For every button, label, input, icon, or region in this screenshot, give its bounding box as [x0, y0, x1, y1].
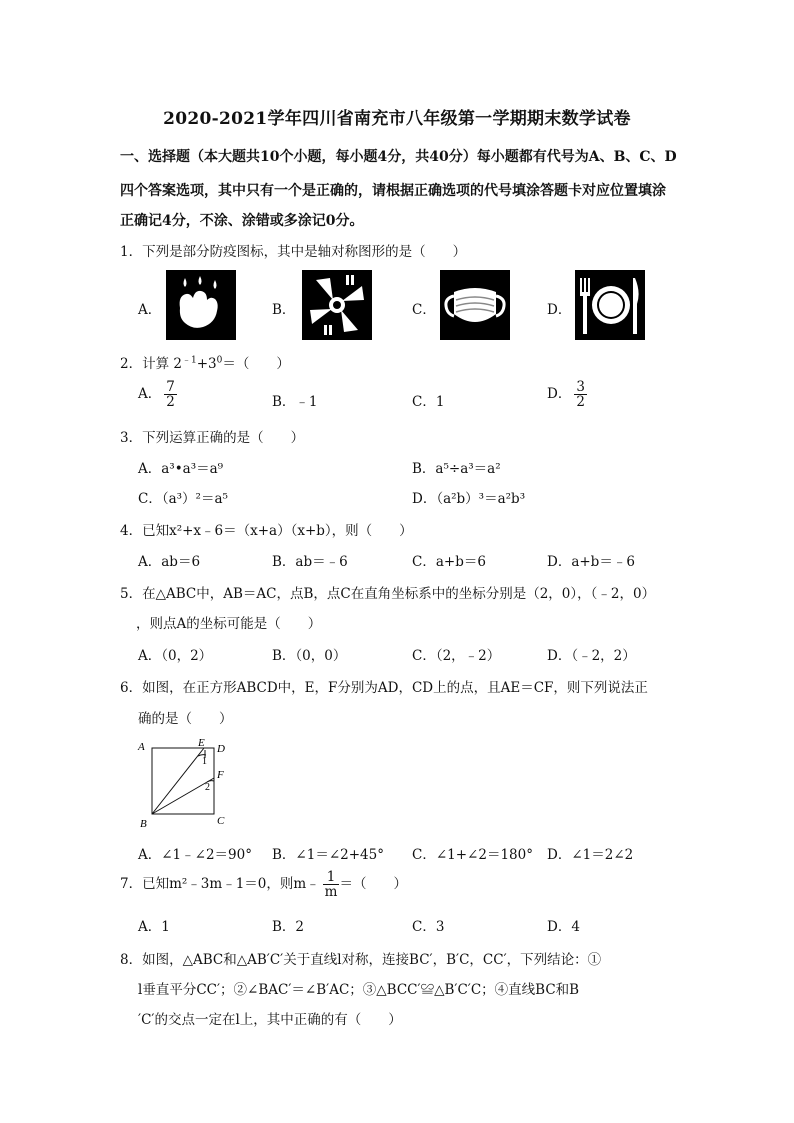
q1-option-b-label: B． — [272, 302, 296, 318]
q6-option-a: A．∠1﹣∠2＝90° — [138, 847, 252, 863]
question-7-stem: 7．已知m²﹣3m﹣1＝0，则m﹣ $\frac{1}{m}$ ＝（ ） — [120, 869, 407, 900]
section-instructions-line1: 一、选择题（本大题共10个小题，每小题4分，共40分）每小题都有代号为A、B、C、D — [120, 149, 677, 165]
q2-option-b: B．﹣1 — [272, 394, 318, 410]
section-instructions-line3: 正确记4分，不涂、涂错或多涂记0分。 — [120, 213, 364, 229]
hand-wash-icon — [166, 270, 236, 340]
q3-option-d: D．（a²b）³＝a²b³ — [412, 491, 526, 507]
q6-option-c: C．∠1+∠2＝180° — [412, 847, 533, 863]
q4-option-d: D．a+b＝﹣6 — [547, 554, 635, 570]
fig-label-a: A — [138, 741, 145, 753]
question-5-line1: 5．在△ABC中，AB＝AC，点B，点C在直角坐标系中的坐标分别是（2，0），（﹣2，0） — [120, 586, 656, 602]
q3-option-a: A．a³•a³＝a⁹ — [138, 461, 224, 477]
question-8-line1: 8．如图，△ABC和△AB′C′关于直线l对称，连接BC′，B′C，CC′，下列结论：① — [120, 952, 602, 968]
q5-option-a: A．（0，2） — [138, 648, 213, 664]
question-1-stem: 1．下列是部分防疫图标，其中是轴对称图形的是（ ） — [120, 244, 467, 260]
q3-option-b: B．a⁵÷a³＝a² — [412, 461, 501, 477]
fig-label-c: C — [217, 815, 225, 827]
q7-option-a: A．1 — [138, 919, 170, 935]
question-8-line2: l垂直平分CC′；②∠BAC′＝∠B′AC；③△BCC′≌△B′C′C；④直线BC和B — [138, 982, 580, 998]
question-6-line1: 6．如图，在正方形ABCD中，E，F分别为AD，CD上的点，且AE＝CF，则下列说法正 — [120, 680, 648, 696]
q1-option-d-label: D． — [547, 302, 572, 318]
q5-option-c: C．（2，﹣2） — [412, 648, 501, 664]
q7-option-d: D．4 — [547, 919, 580, 935]
face-mask-icon — [440, 270, 510, 340]
question-4-stem: 4．已知x²+x﹣6＝（x+a）（x+b），则（ ） — [120, 523, 413, 539]
q4-option-a: A．ab＝6 — [138, 554, 201, 570]
fig-label-b: B — [140, 818, 147, 830]
q7-option-c: C．3 — [412, 919, 445, 935]
dining-plate-icon — [575, 270, 645, 340]
page-title: 2020-2021学年四川省南充市八年级第一学期期末数学试卷 — [163, 109, 631, 129]
question-5-line2: ，则点A的坐标可能是（ ） — [136, 616, 322, 632]
fig-angle-2: 2 — [205, 782, 210, 793]
question-2-stem: 2．计算 $2^{﹣1}+3^0=$（ ） — [120, 355, 290, 372]
q1-option-a-label: A． — [138, 302, 162, 318]
q5-option-d: D．（﹣2，2） — [547, 648, 636, 664]
ventilation-fan-icon — [302, 270, 372, 340]
q1-option-c-label: C． — [412, 302, 436, 318]
q3-option-c: C．（a³）²＝a⁵ — [138, 491, 228, 507]
q6-option-d: D．∠1＝2∠2 — [547, 847, 634, 863]
q2-option-a: A． $\frac{7}{2}$ — [138, 379, 175, 410]
q2-option-c: C．1 — [412, 394, 445, 410]
square-abcd-figure — [136, 736, 246, 830]
q4-option-b: B．ab＝﹣6 — [272, 554, 348, 570]
q5-option-b: B．（0，0） — [272, 648, 347, 664]
fig-label-e: E — [198, 737, 205, 749]
fig-label-d: D — [217, 743, 225, 755]
fig-label-f: F — [217, 769, 224, 781]
question-3-stem: 3．下列运算正确的是（ ） — [120, 430, 305, 446]
question-8-line3: ′C′的交点一定在l上，其中正确的有（ ） — [138, 1012, 402, 1028]
q7-option-b: B．2 — [272, 919, 305, 935]
fig-angle-1: 1 — [202, 756, 207, 767]
question-6-line2: 确的是（ ） — [138, 711, 233, 727]
section-instructions-line2: 四个答案选项，其中只有一个是正确的，请根据正确选项的代号填涂答题卡对应位置填涂 — [120, 183, 666, 199]
q4-option-c: C．a+b＝6 — [412, 554, 486, 570]
q2-option-d: D． $\frac{3}{2}$ — [547, 379, 585, 410]
q6-option-b: B．∠1＝∠2+45° — [272, 847, 384, 863]
